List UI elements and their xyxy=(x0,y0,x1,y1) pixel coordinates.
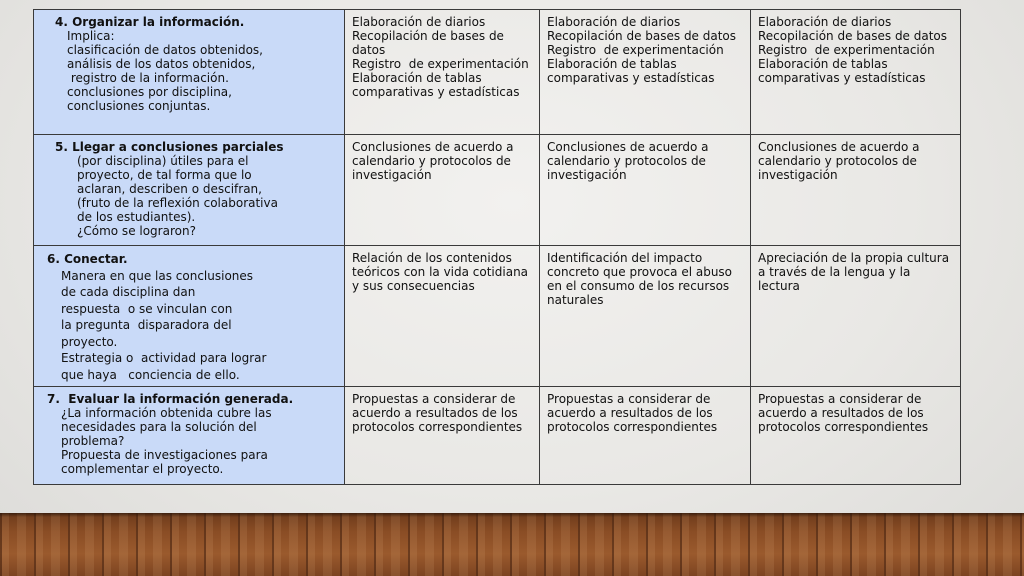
wood-floor xyxy=(0,513,1024,576)
phase-line: proyecto, de tal forma que lo xyxy=(77,168,252,182)
phase-line: (por disciplina) útiles para el xyxy=(77,154,249,168)
activity-item: Elaboración de diarios xyxy=(352,15,486,29)
phase-line: complementar el proyecto. xyxy=(61,462,224,476)
activity-item: Elaboración de diarios xyxy=(758,15,892,29)
activity-cell xyxy=(345,387,540,485)
phase-line: necesidades para la solución del xyxy=(61,420,257,434)
table-row xyxy=(34,246,961,387)
phase-line: registro de la información. xyxy=(67,71,229,85)
activity-cell xyxy=(540,135,751,246)
activity-cell xyxy=(540,246,751,387)
phase-line: ¿La información obtenida cubre las xyxy=(61,406,272,420)
activity-text: Conclusiones de acuerdo a calendario y protocolos de investigación xyxy=(758,140,920,182)
phase-line: conclusiones conjuntas. xyxy=(67,99,211,113)
activity-item: Registro de experimentación xyxy=(352,57,529,71)
phase-line: Estrategia o actividad para lograr xyxy=(61,351,267,365)
phase-line: Propuesta de investigaciones para xyxy=(61,448,268,462)
phase-cell xyxy=(34,10,345,135)
phase-line: (fruto de la reflexión colaborativa xyxy=(77,196,278,210)
phase-line: de los estudiantes). xyxy=(77,210,196,224)
table-row xyxy=(34,387,961,485)
phase-line: clasificación de datos obtenidos, xyxy=(67,43,263,57)
phase-cell xyxy=(34,135,345,246)
phase-title: 4. Organizar la información. xyxy=(55,15,245,29)
activity-text: Relación de los contenidos teóricos con la vida cotidiana y sus consecuencias xyxy=(352,251,529,293)
activity-item: Recopilación de bases de datos xyxy=(547,29,737,43)
activity-text: Conclusiones de acuerdo a calendario y protocolos de investigación xyxy=(547,140,709,182)
phase-line: la pregunta disparadora del xyxy=(61,318,232,332)
activity-item: Elaboración de diarios xyxy=(547,15,681,29)
activity-cell xyxy=(345,135,540,246)
activity-item: Elaboración de tablas comparativas y estadísticas xyxy=(758,57,926,85)
phase-line: Manera en que las conclusiones xyxy=(61,268,254,283)
phase-line: respuesta o se vinculan con xyxy=(61,301,233,316)
activity-text: Conclusiones de acuerdo a calendario y protocolos de investigación xyxy=(352,140,514,182)
activity-item: Recopilación de bases de datos xyxy=(758,29,948,43)
activity-cell xyxy=(540,387,751,485)
activity-item: Registro de experimentación xyxy=(758,43,935,57)
phase-line: conclusiones por disciplina, xyxy=(67,85,232,99)
phase-line: análisis de los datos obtenidos, xyxy=(67,57,256,71)
activity-cell xyxy=(345,246,540,387)
phase-line: proyecto. xyxy=(61,334,118,349)
phase-line: de cada disciplina dan xyxy=(61,285,196,299)
activity-text: Propuestas a considerar de acuerdo a resultados de los protocolos correspondientes xyxy=(758,392,929,434)
activity-text: Propuestas a considerar de acuerdo a resultados de los protocolos correspondientes xyxy=(352,392,523,434)
activity-text: Propuestas a considerar de acuerdo a resultados de los protocolos correspondientes xyxy=(547,392,718,434)
phase-line: que haya conciencia de ello. xyxy=(61,367,240,382)
phase-title: 6. Conectar. xyxy=(47,252,128,266)
table-row xyxy=(34,10,961,135)
phase-line: aclaran, describen o descifran, xyxy=(77,182,262,196)
activity-text: Apreciación de la propia cultura a través de la lengua y la lectura xyxy=(758,251,950,293)
activity-cell xyxy=(751,387,961,485)
activity-cell xyxy=(751,246,961,387)
activity-cell xyxy=(345,10,540,135)
project-phases-table xyxy=(33,9,961,485)
activity-text: Identificación del impacto concreto que provoca el abuso en el consumo de los recursos naturales xyxy=(547,251,733,307)
phase-line: Implica: xyxy=(67,29,115,43)
phase-title: 7. Evaluar la información generada. xyxy=(47,392,294,406)
activity-cell xyxy=(751,10,961,135)
phase-title: 5. Llegar a conclusiones parciales xyxy=(55,140,284,154)
activity-item: Elaboración de tablas comparativas y estadísticas xyxy=(352,71,520,99)
activity-cell xyxy=(540,10,751,135)
phase-cell xyxy=(34,246,345,387)
activity-item: Recopilación de bases de datos xyxy=(352,29,504,57)
activity-cell xyxy=(751,135,961,246)
phase-cell xyxy=(34,387,345,485)
phase-line: problema? xyxy=(61,434,125,448)
phase-line: ¿Cómo se lograron? xyxy=(77,224,196,238)
activity-item: Elaboración de tablas comparativas y estadísticas xyxy=(547,57,715,85)
table-row xyxy=(34,135,961,246)
activity-item: Registro de experimentación xyxy=(547,43,724,57)
